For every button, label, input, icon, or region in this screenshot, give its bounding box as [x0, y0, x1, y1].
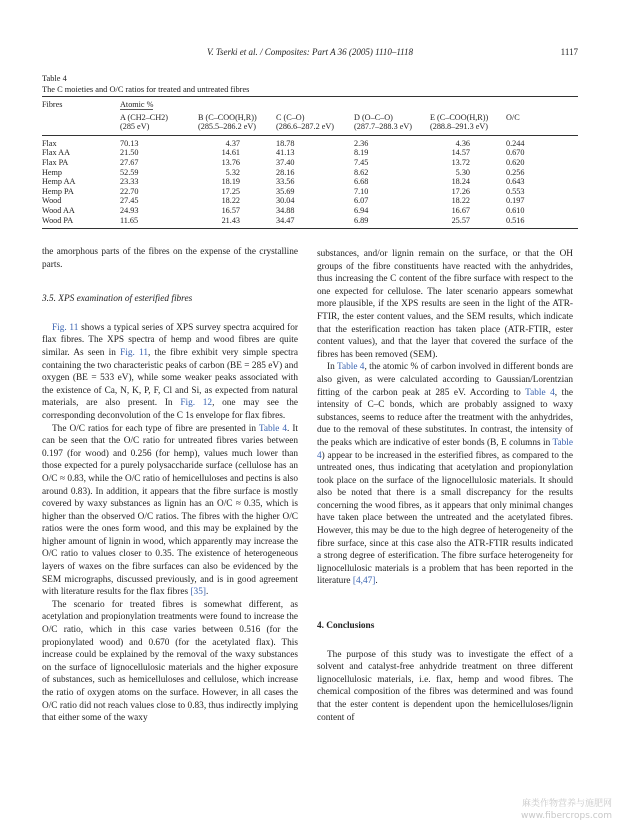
header-atomic: Atomic % [120, 100, 154, 109]
value-cell: 0.610 [506, 205, 525, 215]
value-cell: 21.50 [120, 148, 139, 158]
figure-link[interactable]: Fig. 11 [52, 322, 79, 333]
table-row [42, 135, 578, 148]
value-cell: 17.25 [221, 186, 240, 196]
header-fibres: Fibres [42, 100, 63, 109]
column-header: B (C–COO(H,R)) (285.5–286.2 eV) [198, 112, 257, 132]
value-cell: 0.643 [506, 177, 525, 187]
column-header: O/C [506, 112, 520, 122]
paragraph: substances, and/or lignin remain on the surface, or that the OH groups of the fibre constituents have reacted with the anhydrides, thus increasing the C content of the fibre surface with respect to the one expected for cellulose. The later scenario appears somewhat more plausible, if the XPS results are seen in the light of the ATR-FTIR, the ester content values, and the SEM results, which indicate that the esterification reaction has taken place (ATR-FTIR, ester content values), and that the layer that covered the surface of the fibres has been removed (SEM). [317, 249, 573, 360]
table-row [42, 168, 578, 178]
fibre-cell: Wood [42, 196, 62, 206]
value-cell: 11.65 [120, 215, 139, 225]
value-cell: 18.24 [451, 177, 470, 187]
journal-citation: V. Tserki et al. / Composites: Part A 36 (2005) 1110–1118 [206, 47, 413, 57]
section-heading: 3.5. XPS examination of esterified fibres [42, 294, 193, 305]
paragraph: The O/C ratios for each type of fibre are presented in Table 4. It can be seen that the O/C ratio for untreated fibres varies between 0.197 (for wood) and 0.256 (for hemp), values much lower than those expected for a purely polysaccharide surface (cellulose has an O/C ≈ 0.83, while the O/C ratio of hemicelluloses and pectins is also around 0.83). In addition, it appears that the fibre surface is mostly covered by waxy substances as lignin has an O/C ≈ 0.35, which is higher than the observed O/C ratios. The fibres with the higher O/C ratios were the ones form wood, and this may be explained by the higher amount of lignin in wood, which apparently may increase the O/C ratio to values closer to 0.35. The existence of heterogeneous layers of waxes on the fibre surfaces can also be evidenced by the SEM micrographs, discussed previously, and is in good agreement with literature results for the flax fibres [35]. [42, 423, 299, 598]
value-cell: 8.19 [354, 148, 369, 158]
value-cell: 25.57 [451, 215, 470, 225]
value-cell: 37.40 [276, 157, 295, 167]
value-cell: 2.36 [354, 138, 369, 148]
value-cell: 0.620 [506, 157, 525, 167]
fibre-cell: Hemp PA [42, 186, 74, 196]
paragraph: In Table 4, the atomic % of carbon involved in different bonds are also given, as were calculated according to Gaussian/Lorentzian fitting of the carbon peak at 285 eV. According to Table 4, the intensity of C–C bonds, which are probably assigned to waxy substances, seems to reduce after the treatment with the anhydrides, due to the removal of these substitutes. In contrast, the intensity of the peaks which are indicative of ester bonds (B, E columns in Table 4) appear to be increased in the esterified fibres, as compared to the untreated ones, thus indicating that acetylation and propionylation took place on the surface of the lignocellulosic materials. It should also be noted that there is a small discrepancy for the results concerning the wood fibres, as it appears that only minimal changes have taken place between the untreated and the acetylated fibres. However, this may be due to the high degree of heterogeneity of the fibre surface, since at this case also the ATR-FTIR results indicated a strong degree of esterification. The fibre surface heterogeneity for lignocellulosic materials is a problem that has been reported in the literature [4,47]. [317, 362, 573, 587]
value-cell: 24.93 [120, 205, 139, 215]
value-cell: 6.89 [354, 215, 369, 225]
value-cell: 6.07 [354, 196, 369, 206]
value-cell: 6.68 [354, 177, 369, 187]
value-cell: 18.19 [221, 177, 240, 187]
value-cell: 0.197 [506, 196, 525, 206]
table-link[interactable]: Table 4 [336, 362, 365, 373]
value-cell: 7.45 [354, 157, 369, 167]
citation-link[interactable]: [4,47] [352, 576, 376, 587]
table-row [42, 187, 578, 197]
value-cell: 34.88 [276, 205, 295, 215]
right-column [317, 248, 573, 724]
watermark: 麻类作物营养与施肥网 www.fibercrops.com [521, 799, 612, 821]
figure-link[interactable]: Fig. 11 [120, 347, 148, 358]
column-header: C (C–O) (286.6–287.2 eV) [276, 112, 334, 132]
table-row [42, 206, 578, 216]
table-link[interactable]: Table 4 [525, 387, 555, 398]
value-cell: 8.62 [354, 167, 369, 177]
value-cell: 18.78 [276, 138, 295, 148]
value-cell: 4.37 [225, 138, 240, 148]
value-cell: 33.56 [276, 177, 295, 187]
left-column [42, 246, 298, 725]
value-cell: 18.22 [451, 196, 470, 206]
table-label: Table 4 [42, 74, 67, 83]
value-cell: 0.553 [506, 186, 525, 196]
table-link[interactable]: Table 4 [317, 437, 573, 461]
value-cell: 17.26 [451, 186, 470, 196]
value-cell: 52.59 [120, 167, 139, 177]
data-table [42, 96, 578, 229]
value-cell: 0.516 [506, 215, 525, 225]
value-cell: 5.32 [225, 167, 240, 177]
column-header: A (CH2–CH2) (285 eV) [120, 112, 168, 132]
table-row [42, 158, 578, 168]
value-cell: 14.57 [451, 148, 470, 158]
value-cell: 0.244 [506, 138, 525, 148]
fibre-cell: Flax [42, 138, 57, 148]
value-cell: 13.76 [221, 157, 240, 167]
value-cell: 41.13 [276, 148, 295, 158]
value-cell: 34.47 [276, 215, 295, 225]
paragraph: Fig. 11 shows a typical series of XPS survey spectra acquired for flax fibres. The XPS spectra of hemp and wood fibres are quite similar. As seen in Fig. 11, the fibre exhibit very simple spectra containing the two characteristic peaks of carbon (BE = 285 eV) and oxygen (BE = 533 eV), while some weaker peaks associated with the existence of Ca, N, K, P, F, Cl and Si, as expected from natural materials, are also present. In Fig. 12, one may see the corresponding deconvolution of the C 1s envelope for flax fibres. [42, 322, 298, 421]
paragraph: The purpose of this study was to investigate the effect of a solvent and catalyst-free anhydride treatment on three different lignocellulosic materials, i.e. flax, hemp and wood fibres. The chemical composition of the fibres was determined and was found that the ester content is dependent upon the hemicelluloses/lignin content of [317, 649, 573, 723]
fibre-cell: Wood AA [42, 205, 75, 215]
value-cell: 14.61 [221, 148, 240, 158]
running-header [42, 47, 578, 61]
table-row [42, 196, 578, 206]
value-cell: 27.45 [120, 196, 139, 206]
paragraph: The scenario for treated fibres is somewhat different, as acetylation and propionylation treatments were found to increase the O/C ratio, which in this case varies between 0.516 (for the propionylated wood) and 0.670 (for the acetylated flax). This increase could be explained by the removal of the waxy substances on the surface of lignocellulosic materials and the higher exposure of substances, such as hemicelluloses and cellulose, which increase the ratio of oxygen atoms on the surface. However, in all cases the O/C ratio did not reach values close to 0.83, thus indirectly implying that either some of the waxy [42, 599, 298, 724]
value-cell: 35.69 [276, 186, 295, 196]
table-row [42, 148, 578, 158]
column-header: D (O–C–O) (287.7–288.3 eV) [354, 112, 412, 132]
value-cell: 28.16 [276, 167, 295, 177]
value-cell: 22.70 [120, 186, 139, 196]
fibre-cell: Flax PA [42, 157, 69, 167]
value-cell: 30.04 [276, 196, 295, 206]
table-row [42, 216, 578, 229]
figure-link[interactable]: Fig. 12 [180, 398, 213, 409]
page-number: 1117 [560, 47, 578, 57]
table-caption-block [42, 74, 249, 95]
value-cell: 70.13 [120, 138, 139, 148]
value-cell: 4.36 [455, 138, 470, 148]
fibre-cell: Hemp [42, 167, 63, 177]
value-cell: 23.33 [120, 177, 139, 187]
paragraph: the amorphous parts of the fibres on the expense of the crystalline parts. [42, 247, 298, 270]
fibre-cell: Flax AA [42, 148, 70, 158]
value-cell: 0.670 [506, 148, 525, 158]
table-row [42, 177, 578, 187]
fibre-cell: Wood PA [42, 215, 74, 225]
value-cell: 5.30 [455, 167, 470, 177]
value-cell: 6.94 [354, 205, 369, 215]
section-heading: 4. Conclusions [317, 621, 375, 632]
fibre-cell: Hemp AA [42, 177, 76, 187]
value-cell: 0.256 [506, 167, 525, 177]
value-cell: 21.43 [221, 215, 240, 225]
value-cell: 16.67 [451, 205, 470, 215]
value-cell: 7.10 [354, 186, 369, 196]
value-cell: 27.67 [120, 157, 139, 167]
value-cell: 16.57 [221, 205, 240, 215]
table-caption: The C moieties and O/C ratios for treated and untreated fibres [42, 84, 250, 94]
value-cell: 18.22 [221, 196, 240, 206]
value-cell: 13.72 [451, 157, 470, 167]
table-link[interactable]: Table 4 [258, 423, 287, 434]
column-header: E (C–COO(H,R)) (288.8–291.3 eV) [430, 112, 489, 132]
citation-link[interactable]: [35] [190, 587, 206, 598]
